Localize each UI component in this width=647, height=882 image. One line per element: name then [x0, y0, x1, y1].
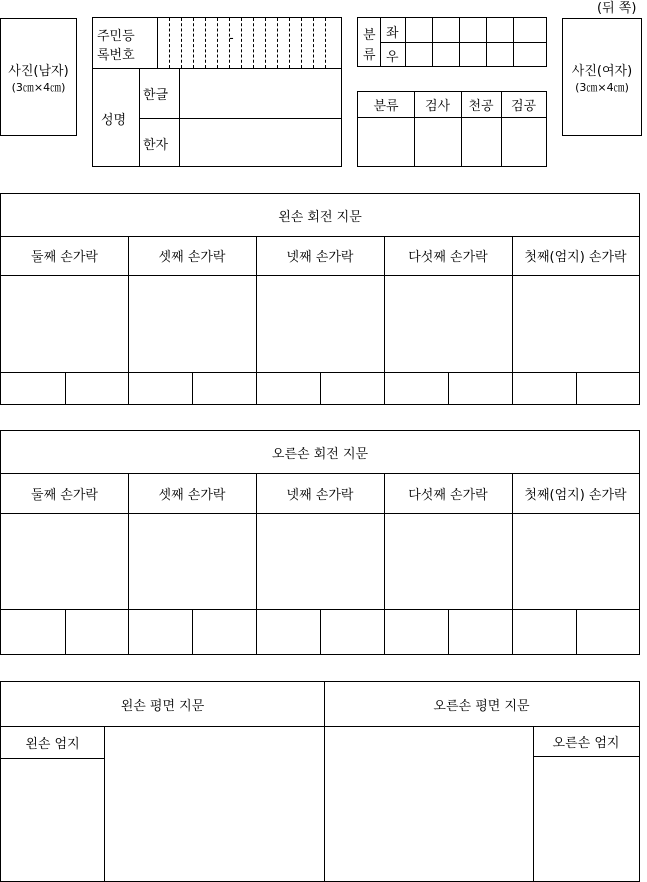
right-rolled-table — [0, 430, 640, 655]
female-photo-box — [562, 18, 642, 136]
male-photo-title: 사진(남자) — [8, 63, 69, 79]
id-block — [92, 17, 342, 167]
rrn-input[interactable] — [268, 20, 341, 66]
right-finger-2: 둘째 손가락 — [31, 487, 98, 503]
col-verify: 검공 — [510, 99, 537, 114]
rrn-dash: - — [229, 31, 234, 46]
right-finger-4: 넷째 손가락 — [286, 487, 354, 503]
male-photo-box — [0, 18, 77, 136]
left-label: 좌 — [386, 26, 399, 41]
back-page-label: (뒤 쪽) — [597, 1, 637, 16]
classification-top — [357, 17, 547, 67]
class-label-2: 류 — [363, 48, 376, 63]
right-plain-title: 오른손 평면 지문 — [433, 698, 530, 714]
right-finger-3: 셋째 손가락 — [158, 487, 226, 503]
left-rolled-table — [0, 193, 640, 405]
left-finger-5: 다섯째 손가락 — [408, 250, 488, 265]
name-label: 성명 — [101, 113, 127, 128]
right-rolled-title: 오른손 회전 지문 — [271, 446, 369, 462]
left-thumb-label: 왼손 엄지 — [25, 736, 80, 752]
hanja-name-field[interactable] — [180, 119, 340, 166]
hanja-label: 한자 — [143, 138, 169, 153]
female-photo-title: 사진(여자) — [571, 63, 633, 79]
plain-impression-table — [0, 681, 640, 882]
left-rolled-title: 왼손 회전 지문 — [278, 209, 362, 225]
right-thumb-label: 오른손 엄지 — [552, 735, 620, 751]
right-finger-thumb: 첫째(엄지) 손가락 — [524, 487, 627, 503]
female-photo-size: (3㎝×4㎝) — [575, 80, 629, 94]
col-class: 분류 — [373, 99, 399, 114]
male-photo-size: (3㎝×4㎝) — [11, 80, 66, 94]
rrn-label-1: 주민등 — [97, 29, 135, 44]
hangul-name-field[interactable] — [180, 69, 340, 117]
classification-bottom — [357, 91, 547, 167]
hangul-label: 한글 — [143, 88, 169, 103]
left-finger-4: 넷째 손가락 — [286, 250, 354, 265]
left-finger-thumb: 첫째(엄지) 손가락 — [524, 250, 627, 265]
right-finger-5: 다섯째 손가락 — [408, 487, 488, 503]
left-finger-3: 셋째 손가락 — [158, 250, 226, 265]
left-plain-title: 왼손 평면 지문 — [120, 698, 205, 714]
right-label: 우 — [386, 50, 399, 65]
col-punch: 천공 — [468, 99, 494, 114]
rrn-label-2: 록번호 — [97, 48, 135, 63]
class-label-1: 분 — [363, 28, 376, 43]
col-check: 검사 — [424, 99, 451, 114]
left-finger-2: 둘째 손가락 — [31, 250, 98, 265]
